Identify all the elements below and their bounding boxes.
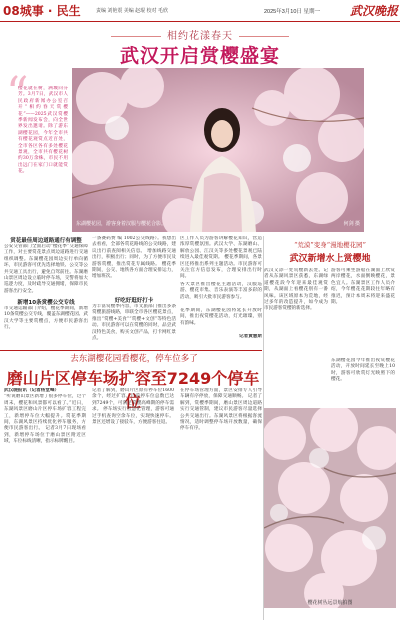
lead-subhead-1: 赏花最佳周边道路通行有调整 xyxy=(10,238,82,244)
hero-credit: 何剑 摄 xyxy=(343,221,360,227)
second-kicker: 去东湖樱花园看樱花，停车位多了 xyxy=(70,354,198,364)
lead-subhead-2: 新增10条赏樱公交专线 xyxy=(17,300,75,306)
second-column-3-text: 在停车场管理方面，景区安排专人引导车辆有序停放，保障交通顺畅。 记者了解到，赏樱季期间，磨山景区周边道路实行交通管制，建议市民游客尽量选择公共交通出行。东湖风景区将根据客流情况，适时调整停车场开放数量，确保停车有序。 xyxy=(180,388,262,432)
lead-column-1 xyxy=(4,236,88,348)
lead-hero-photo xyxy=(72,68,364,232)
hero-caption: 东湖樱花园，游客身着汉服与樱花合影。 xyxy=(76,221,167,227)
lead-intro-column: 樱花就在树，满城向芬芳。3月7日，武汉市人民政府新闻办公室召开“相约春天赏樱花”——2025武汉赏樱季新闻发布会，向全世界发出邀请。除了游东湖樱花园，今年全市共有樱花观赏点近百处，全市各区各有多处樱花景观，全市共有樱花树约30万余株，市民不用出远门在家门口就能赏花。 xyxy=(18,86,68,175)
lead-column-2-text: 一条赛码费 编 1002公交线路）。我想出去看看，全部各赏花路线的公交线路，建议出行前查阅相关信息。 增加线路交通出行，积极出行；同时，为了方便市民及游客赏樱，推出赏花专属线路。 樱花季期间，公交、地铁各方面合理安排运力，增加班次。 xyxy=(92,236,176,280)
column-divider xyxy=(263,236,264,620)
right-story-headline: 武汉新增水上赏樱地 xyxy=(289,254,371,264)
second-lede: 武汉晚报讯（记者杨堂峰） xyxy=(4,388,60,393)
second-column-1-text: “听说磨山景区新增了很多停车位，过个周末，樱花和风景都可以看了。”近日，东湖风景区磨山片区停车场扩容工程完工，新增停车位大幅提升。赏花季期间，东湖风景区持续优化停车服务，方便市民游客出行。 记者3月7日现场看到，新增停车场位于磨山景区附近区域，车位标线清晰，指示标牌醒目。 xyxy=(4,394,86,445)
lead-column-3 xyxy=(180,236,262,348)
right-story-col-b xyxy=(331,268,395,408)
issue-date: 2025年3月10日 星期一 xyxy=(264,9,320,15)
section-divider xyxy=(0,350,262,351)
blossom-aerial-photo xyxy=(264,408,396,608)
second-column-3 xyxy=(180,388,262,620)
lead-column-2 xyxy=(92,236,176,348)
right-photo-caption: 樱花树丛远景航拍图 xyxy=(307,600,353,606)
section-title: 08城事 · 民生 xyxy=(3,4,81,18)
lead-column-1c-text: 市交通运输部门介绍，樱花季期间，新增10条赏樱公交专线，覆盖东湖樱花园、武汉大学等主要赏樱点，方便市民游客出行。 xyxy=(4,306,88,331)
right-story-photo xyxy=(264,408,396,608)
lead-column-3-text: 区工作人员为游客讲解樱花知识，营造浓厚赏樱氛围。武汉大学、东湖磨山、解放公园、江汉关等多处樱花景观已陆续进入最佳观赏期。 樱花季期间，各景区还将推出系列主题活动。市民游客可关注官方信息发布，合理安排出行时间。 xyxy=(180,236,262,280)
right-story-body-2: 游客可乘坐游船在湖面上欣赏两岸樱花，水面倒映樱花，景色宜人。东湖景区工作人员介绍，今年樱花花期较往年略有推迟，预计本周末将迎来盛花期。 xyxy=(331,268,395,306)
page-header xyxy=(0,0,400,22)
right-story-columns xyxy=(264,268,396,408)
lead-column-1-text: 公安交管部门全面启动“樱花季”交通保障工作，对主要赏花景点周边道路进行交通组织调整。东湖樱花园周边实行单向循环，市民游客可优先选择地铁、公交等公共交通工具出行，避免自驾前往。东湖磨山景区周边设立临时停车场，交警将加大巡逻力度，及时疏导交通拥堵，保障市民游客出行安全。 xyxy=(4,244,88,294)
right-story-body-1: 武汉又添一处赏樱新去处。记者从东湖风景区获悉，东湖绿道樱花段今年迎来最佳观赏期，从湖面上看樱花别有一番风味。该区域原本为荒地，经过多年的改造提升，如今成为市民游客赏樱的新选择。 xyxy=(264,268,328,312)
cherry-blossom-photo xyxy=(72,68,364,232)
lead-credit: 记者黄慧斯 xyxy=(239,334,262,339)
newspaper-logo: 武汉晚报 xyxy=(350,4,399,18)
quote-mark-icon: “ xyxy=(6,68,29,119)
lead-column-3b-text: 各大景区推出樱花主题活动，汉服巡游、樱花市集、音乐表演等丰富多彩的活动，吸引大批市民游客参与。 xyxy=(180,282,262,300)
right-story-kicker: “荒漠”变身“漫地樱花园” xyxy=(294,241,366,249)
lead-kicker-text: 相约花漾春天 xyxy=(167,31,233,42)
lead-body xyxy=(4,236,262,348)
lead-subhead-3: 好吃好逛好打卡 xyxy=(114,298,154,304)
right-story-col-a xyxy=(264,268,328,408)
second-body xyxy=(4,388,262,620)
second-column-2-text: 记者了解到，磨山片区原有停车位1600余个，经过扩容，目前停车位总数已达到7249个，可满足赏樱高峰期的停车需求。 停车场实行智慧化管理，游客可通过手机查询空余车位，实现快速停车。景区还增设了接驳车，方便游客往返。 xyxy=(92,388,174,426)
lead-column-2b-text: 为丰富赏樱季内容，市文旅部门推出多条赏樱旅游线路，串联全市各区樱花景点，推出“赏樱+美食”“赏樱+文创”等特色活动。市民游客可以在赏樱的同时，品尝武汉特色美食，购买文创产品，打卡网红景点。 xyxy=(92,304,176,342)
lead-column-3c-text: 花季期间，东湖樱花园将延长开放时间，推出夜赏樱花活动，灯光璀璨，别有韵味。 xyxy=(180,308,262,326)
second-column-2 xyxy=(92,388,174,620)
lead-kicker xyxy=(0,27,400,42)
editor-credits: 责编 刘艳震 美编 赵琨 校对 毛欣 xyxy=(96,8,168,14)
second-column-1 xyxy=(4,388,86,620)
lead-headline: 武汉开启赏樱盛宴 xyxy=(119,45,280,67)
right-story xyxy=(264,238,396,620)
second-headline: 磨山片区停车场扩容至7249个停车位 xyxy=(6,369,260,411)
right-story-body-3: 东湖樱花园今年推出夜赏樱花活动，开放时间延长至晚上10时，游客可欣赏灯光映照下的樱花。 xyxy=(331,358,395,383)
